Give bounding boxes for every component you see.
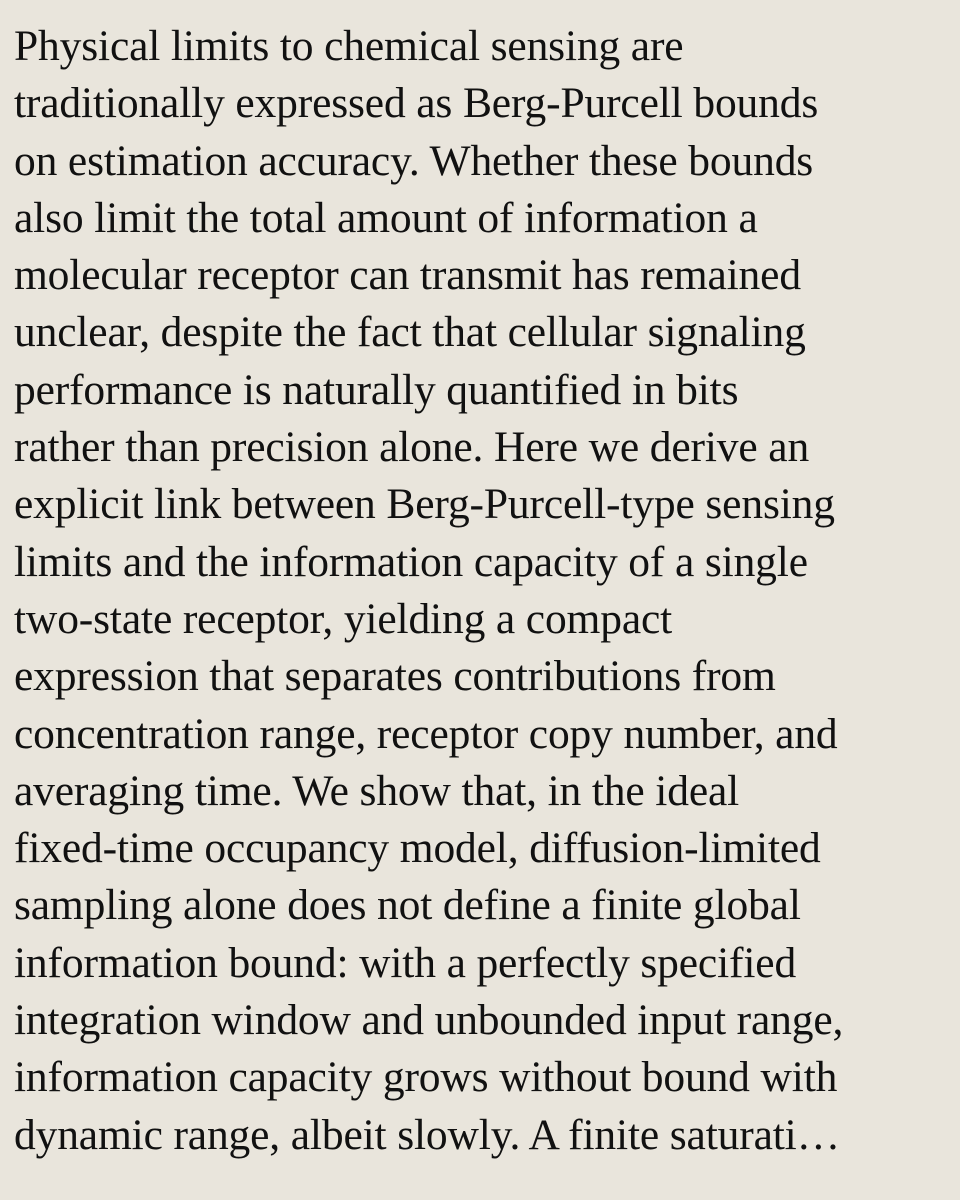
text-line: dynamic range, albeit slowly. A finite saturati…	[14, 1110, 840, 1159]
text-line: information capacity grows without bound with	[14, 1053, 838, 1102]
text-line: explicit link between Berg-Purcell-type sensing	[14, 480, 835, 529]
text-line: traditionally expressed as Berg-Purcell bounds	[14, 79, 819, 128]
text-line: sampling alone does not define a finite global	[14, 881, 801, 930]
text-line: integration window and unbounded input range,	[14, 996, 844, 1045]
text-line: expression that separates contributions from	[14, 652, 776, 701]
abstract-text	[14, 18, 960, 1164]
text-line: performance is naturally quantified in bits	[14, 365, 739, 414]
text-line: unclear, despite the fact that cellular signaling	[14, 308, 806, 357]
text-line: concentration range, receptor copy number, and	[14, 709, 838, 758]
text-line: rather than precision alone. Here we derive an	[14, 423, 810, 472]
text-line: limits and the information capacity of a single	[14, 537, 808, 586]
text-line: two-state receptor, yielding a compact	[14, 594, 673, 643]
text-line: information bound: with a perfectly specified	[14, 938, 797, 987]
text-line: on estimation accuracy. Whether these bounds	[14, 136, 814, 185]
text-line: Physical limits to chemical sensing are	[14, 22, 684, 70]
text-line: molecular receptor can transmit has remained	[14, 251, 801, 300]
text-line: also limit the total amount of information a	[14, 193, 758, 242]
text-line: fixed-time occupancy model, diffusion-limited	[14, 824, 821, 873]
text-line: averaging time. We show that, in the ideal	[14, 766, 740, 815]
